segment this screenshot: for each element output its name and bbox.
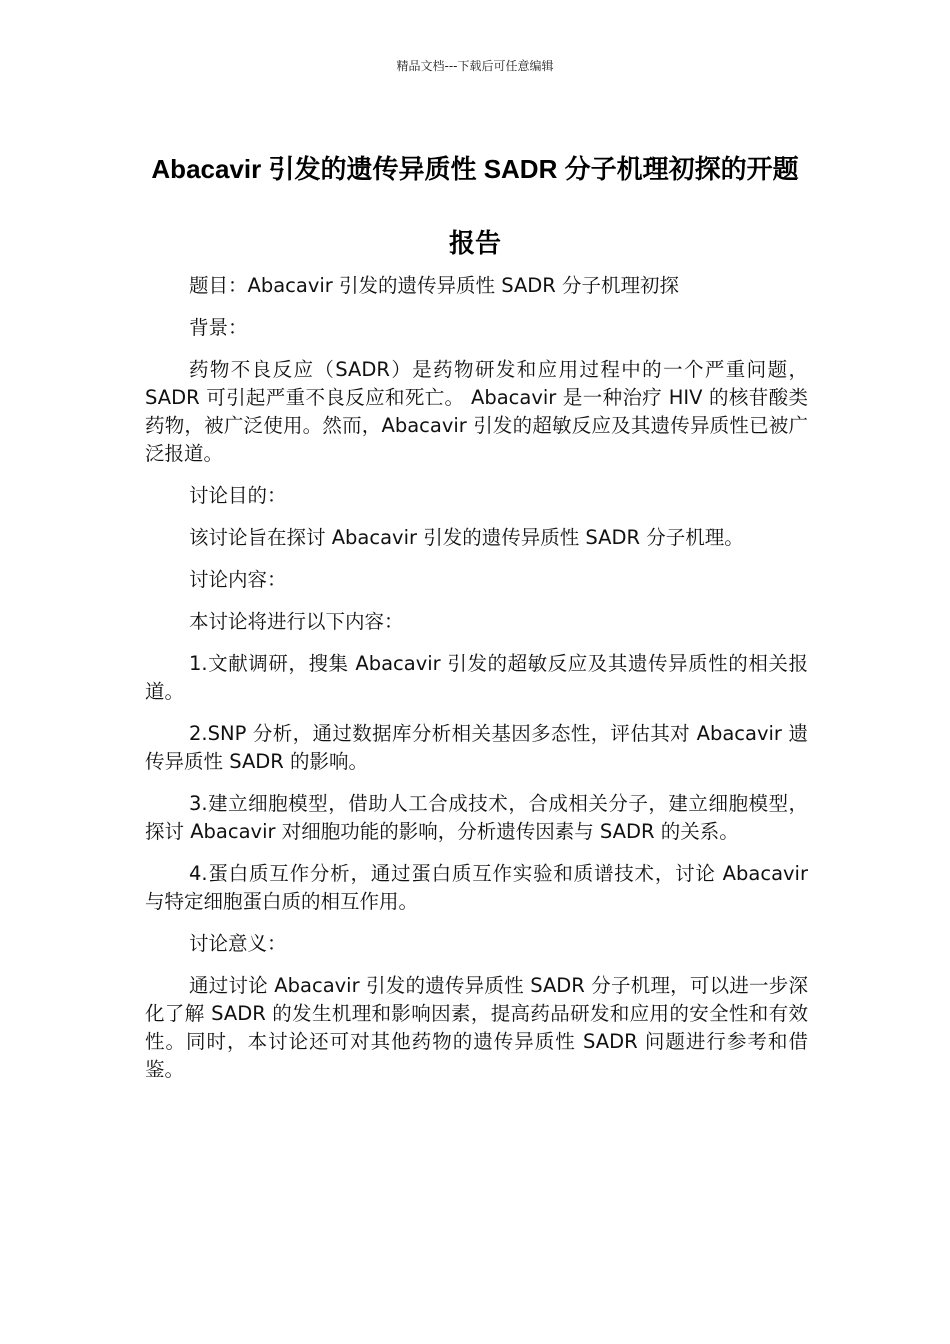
document-title: Abacavir 引发的遗传异质性 SADR 分子机理初探的开题报告 (151, 154, 799, 258)
paragraph-background: 药物不良反应（SADR）是药物研发和应用过程中的一个严重问题，SADR 可引起严重不良反应和死亡。 Abacavir 是一种治疗 HIV 的核苷酸类药物，被广泛使用。然而，Abacavir 引发的超敏反应及其遗传异质性已被广泛报道。 (145, 358, 808, 465)
paragraph-item-2: 2.SNP 分析，通过数据库分析相关基因多态性，评估其对 Abacavir 遗传异质性 SADR 的影响。 (145, 722, 808, 773)
paragraph-significance-heading: 讨论意义： (189, 932, 287, 955)
paragraph-content-intro: 本讨论将进行以下内容： (189, 610, 404, 633)
paragraph-content-heading: 讨论内容： (189, 568, 287, 591)
page-header: 精品文档---下载后可任意编辑 (396, 59, 554, 73)
document-body (145, 272, 808, 1098)
paragraph-significance: 通过讨论 Abacavir 引发的遗传异质性 SADR 分子机理，可以进一步深化了解 SADR 的发生机理和影响因素，提高药品研发和应用的安全性和有效性。同时，本讨论还可对其他药物的遗传异质性 SADR 问题进行参考和借鉴。 (145, 974, 808, 1081)
paragraph-item-3: 3.建立细胞模型，借助人工合成技术，合成相关分子，建立细胞模型，探讨 Abacavir 对细胞功能的影响，分析遗传因素与 SADR 的关系。 (145, 792, 808, 843)
paragraph-topic: 题目：Abacavir 引发的遗传异质性 SADR 分子机理初探 (189, 274, 680, 297)
paragraph-background-heading: 背景： (189, 316, 248, 339)
paragraph-purpose: 该讨论旨在探讨 Abacavir 引发的遗传异质性 SADR 分子机理。 (189, 526, 744, 549)
paragraph-item-1: 1.文献调研，搜集 Abacavir 引发的超敏反应及其遗传异质性的相关报道。 (145, 652, 808, 703)
paragraph-purpose-heading: 讨论目的： (189, 484, 287, 507)
paragraph-item-4: 4.蛋白质互作分析，通过蛋白质互作实验和质谱技术，讨论 Abacavir 与特定细胞蛋白质的相互作用。 (145, 862, 808, 913)
